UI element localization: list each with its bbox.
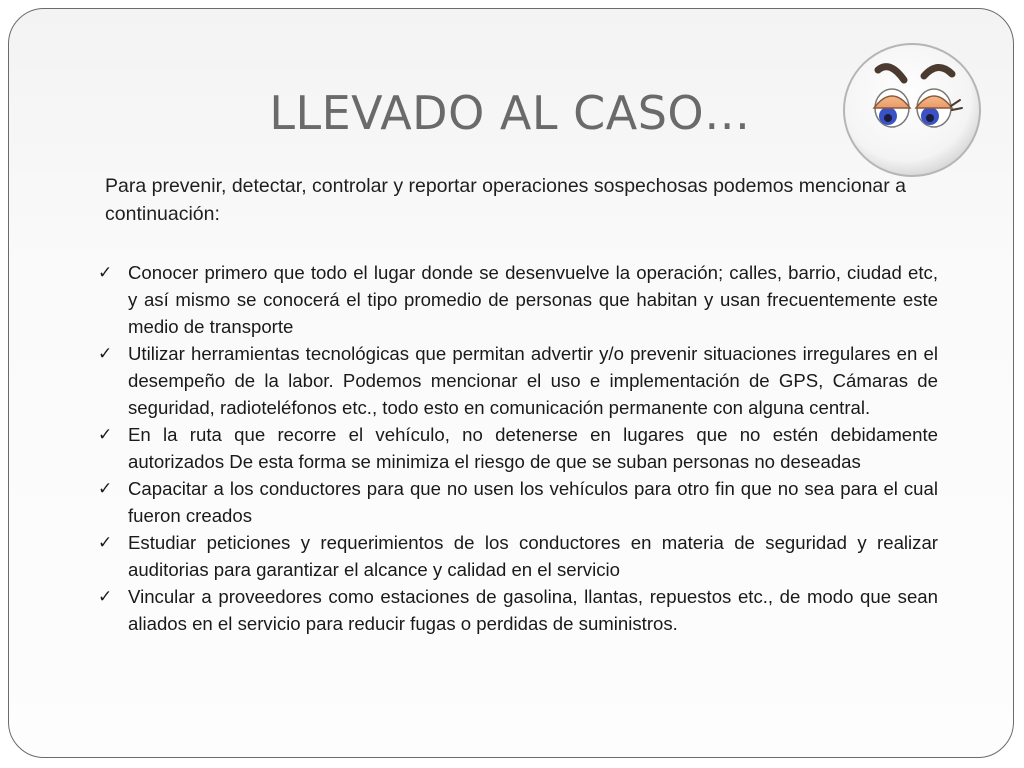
list-item [96, 259, 938, 340]
check-icon: ✓ [98, 425, 113, 445]
list-item [96, 340, 938, 421]
list-item [96, 421, 938, 475]
intro-text: Para prevenir, detectar, controlar y reportar operaciones sospechosas podemos mencionar a continuación: [105, 175, 907, 225]
check-icon: ✓ [98, 587, 113, 607]
list-item [96, 583, 938, 637]
bullet-list [96, 259, 938, 637]
slide-title: LLEVADO AL CASO… [269, 86, 751, 140]
list-item-text: Estudiar peticiones y requerimientos de los conductores en materia de seguridad y realizar auditorias para garantizar el alcance y calidad en el servicio [128, 532, 938, 580]
list-item [96, 475, 938, 529]
check-icon: ✓ [98, 344, 113, 364]
list-item-text: Utilizar herramientas tecnológicas que permitan advertir y/o prevenir situaciones irregulares en el desempeño de la labor. Podemos mencionar el uso e implementación de GPS, Cámaras de seguridad, radioteléfonos etc., todo esto en comunicación permanente con alguna central. [128, 343, 938, 418]
list-item [96, 529, 938, 583]
check-icon: ✓ [98, 533, 113, 553]
list-item-text: Vincular a proveedores como estaciones de gasolina, llantas, repuestos etc., de modo que sean aliados en el servicio para reducir fugas o perdidas de suministros. [128, 586, 938, 634]
check-icon: ✓ [98, 479, 113, 499]
list-item-text: Capacitar a los conductores para que no usen los vehículos para otro fin que no sea para el cual fueron creados [128, 478, 938, 526]
list-item-text: En la ruta que recorre el vehículo, no detenerse en lugares que no estén debidamente autorizados De esta forma se minimiza el riesgo de que se suban personas no deseadas [128, 424, 938, 472]
suspicious-face-icon [838, 40, 986, 180]
check-icon: ✓ [98, 263, 113, 283]
list-item-text: Conocer primero que todo el lugar donde se desenvuelve la operación; calles, barrio, ciudad etc, y así mismo se conocerá el tipo promedio de personas que habitan y usan frecuentemente este medio de transporte [128, 262, 938, 337]
